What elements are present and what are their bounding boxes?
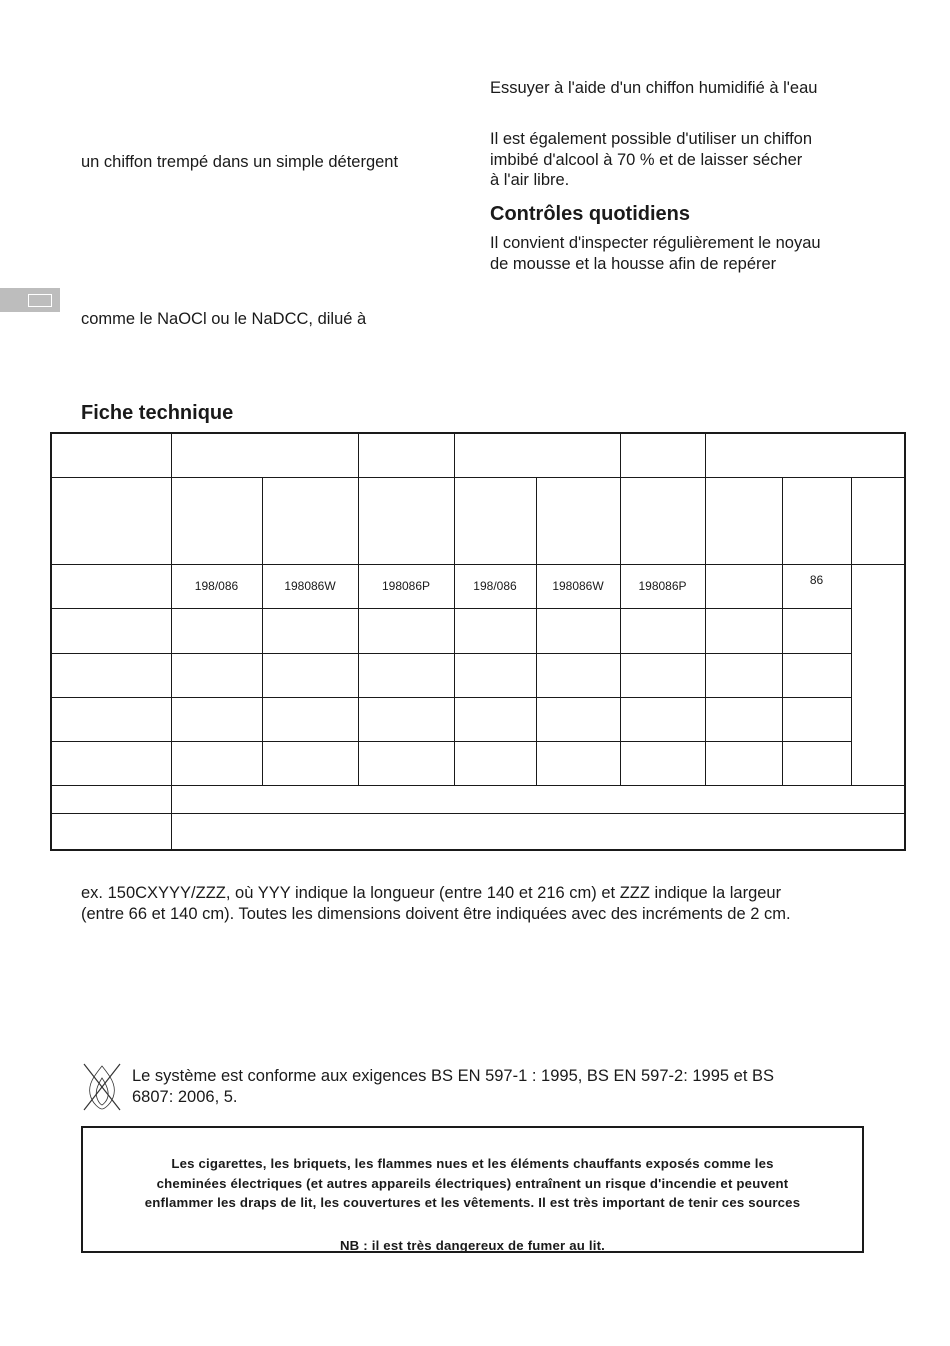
table-row [51, 741, 905, 785]
table-cell [358, 433, 454, 477]
cleaning-text-naocl: comme le NaOCl ou le NaDCC, dilué à [81, 310, 367, 328]
warning-line-3: enflammer les draps de lit, les couvertures et les vêtements. Il est très important de tenir ces sources [144, 1195, 801, 1210]
table-cell [454, 741, 536, 785]
language-tab [0, 288, 60, 312]
table-cell [705, 653, 782, 697]
code-cell: 198086W [262, 564, 358, 608]
table-row [51, 433, 905, 477]
table-cell [51, 564, 171, 608]
table-cell [51, 741, 171, 785]
table-cell [358, 608, 454, 653]
table-cell [262, 653, 358, 697]
table-cell [262, 477, 358, 564]
table-row [51, 697, 905, 741]
table-cell [454, 433, 620, 477]
table-cell [51, 477, 171, 564]
cleaning-text-alcohol-line-1: Il est également possible d'utiliser un chiffon [490, 130, 813, 148]
dimensions-note-line-2: (entre 66 et 140 cm). Toutes les dimensions doivent être indiquées avec des incréments de 2 cm. [81, 904, 791, 923]
table-cell [782, 608, 851, 653]
daily-checks-line-1: Il convient d'inspecter régulièrement le noyau [490, 234, 821, 252]
table-cell [705, 433, 905, 477]
table-cell-wide [171, 785, 905, 813]
table-row [51, 477, 905, 564]
table-row [51, 653, 905, 697]
table-cell [620, 433, 705, 477]
table-row [51, 608, 905, 653]
language-tab-frame [28, 294, 52, 307]
table-cell [358, 741, 454, 785]
table-cell [705, 741, 782, 785]
fire-warning-box [81, 1126, 864, 1253]
cleaning-text-alcohol-line-2: imbibé d'alcool à 70 % et de laisser sécher [490, 150, 803, 169]
code-cell: 198/086 [171, 564, 262, 608]
warning-line-1: Les cigarettes, les briquets, les flammes nues et les éléments chauffants exposés comme les [171, 1156, 774, 1171]
tech-sheet-heading: Fiche technique [81, 402, 234, 424]
table-cell [620, 477, 705, 564]
table-cell [51, 697, 171, 741]
table-cell [782, 741, 851, 785]
merged-cell [851, 564, 905, 785]
table-cell [620, 697, 705, 741]
table-cell [171, 477, 262, 564]
table-cell [620, 653, 705, 697]
table-cell [358, 653, 454, 697]
code-cell: 198086P [620, 564, 705, 608]
table-cell [51, 785, 171, 813]
table-row [51, 564, 905, 608]
table-cell [536, 653, 620, 697]
table-cell [171, 697, 262, 741]
table-cell [705, 564, 782, 608]
flame-hatch-icon [82, 1062, 122, 1112]
table-cell [536, 697, 620, 741]
warning-line-2: cheminées électriques (et autres appareils électriques) entraînent un risque d'incendie et peuvent [156, 1175, 789, 1191]
cleaning-text-alcohol-line-3: à l'air libre. [490, 171, 570, 189]
dimensions-note-line-1: ex. 150CXYYY/ZZZ, où YYY indique la longueur (entre 140 et 216 cm) et ZZZ indique la largeur [81, 884, 782, 902]
table-cell [782, 653, 851, 697]
daily-checks-line-2: de mousse et la housse afin de repérer [490, 254, 777, 273]
table-cell [851, 477, 905, 564]
table-cell [358, 477, 454, 564]
table-row [51, 813, 905, 850]
table-cell [171, 653, 262, 697]
table-cell [536, 741, 620, 785]
table-cell [782, 477, 851, 564]
table-cell [171, 433, 358, 477]
table-cell [262, 741, 358, 785]
spec-table [50, 432, 906, 851]
code-cell: 198/086 [454, 564, 536, 608]
table-cell [782, 697, 851, 741]
table-cell [171, 608, 262, 653]
table-cell [51, 433, 171, 477]
table-cell [620, 741, 705, 785]
table-cell [51, 608, 171, 653]
compliance-line-2: 6807: 2006, 5. [132, 1087, 238, 1106]
table-cell [51, 653, 171, 697]
table-cell [454, 697, 536, 741]
table-cell [705, 477, 782, 564]
cleaning-text-water: Essuyer à l'aide d'un chiffon humidifié à l'eau [490, 79, 818, 97]
table-cell [705, 697, 782, 741]
warning-nb: NB : il est très dangereux de fumer au lit. [339, 1238, 606, 1253]
code-cell: 198086P [358, 564, 454, 608]
compliance-line-1: Le système est conforme aux exigences BS EN 597-1 : 1995, BS EN 597-2: 1995 et BS [132, 1067, 775, 1085]
table-cell [536, 477, 620, 564]
cleaning-text-detergent: un chiffon trempé dans un simple détergent [81, 153, 399, 171]
code-cell: 86 [782, 564, 851, 608]
table-cell [262, 697, 358, 741]
code-cell: 198086W [536, 564, 620, 608]
table-cell [454, 477, 536, 564]
table-cell [705, 608, 782, 653]
table-cell [358, 697, 454, 741]
table-cell [171, 741, 262, 785]
table-cell [454, 653, 536, 697]
table-cell [620, 608, 705, 653]
table-cell-wide [171, 813, 905, 850]
daily-checks-heading: Contrôles quotidiens [490, 203, 690, 225]
table-cell [51, 813, 171, 850]
table-cell [262, 608, 358, 653]
table-cell [536, 608, 620, 653]
table-row [51, 785, 905, 813]
table-cell [454, 608, 536, 653]
